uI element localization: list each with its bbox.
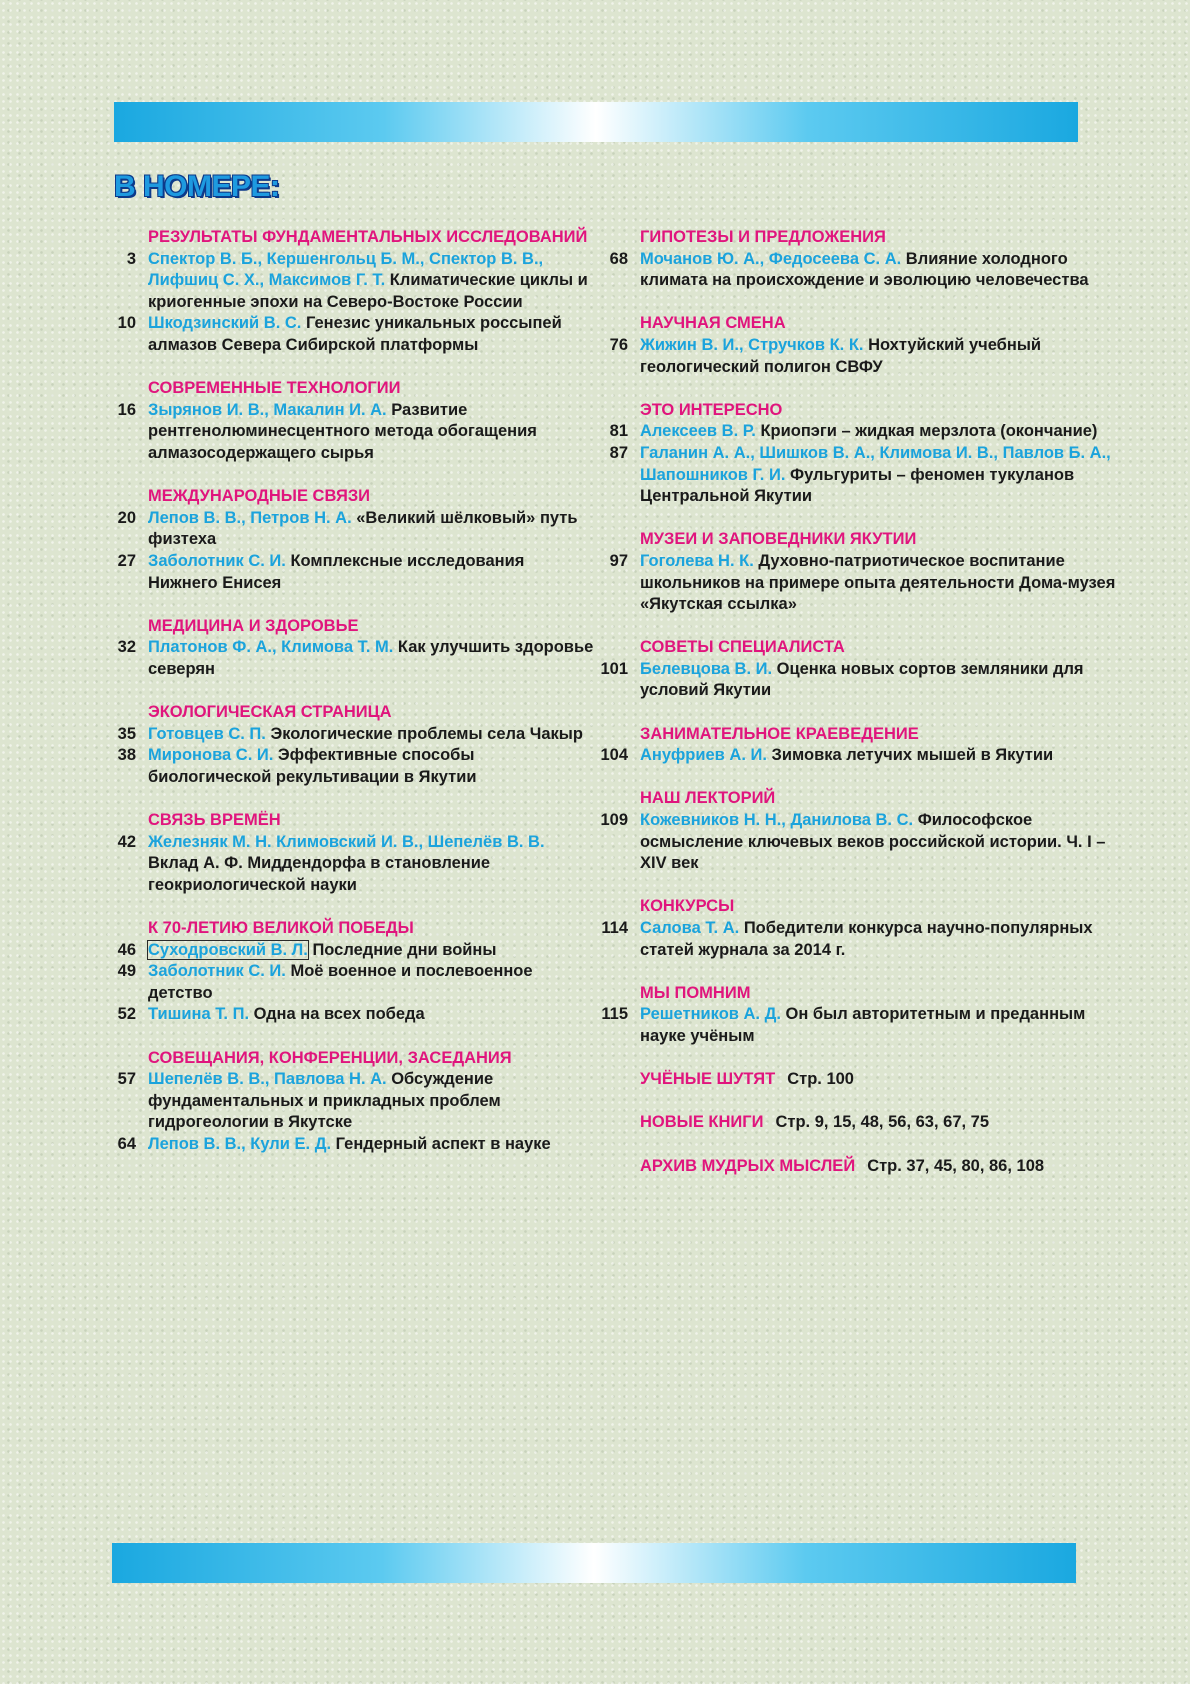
entry-authors[interactable]: Салова Т. А.: [640, 919, 740, 937]
page-number: 101: [600, 659, 628, 678]
entry-authors[interactable]: Шепелёв В. В., Павлова Н. А.: [148, 1070, 387, 1089]
toc-entry[interactable]: [104, 832, 594, 897]
toc-section: [104, 810, 594, 896]
toc-entry[interactable]: [104, 400, 594, 465]
toc-entry[interactable]: [104, 551, 594, 594]
toc-entry[interactable]: [104, 961, 594, 1004]
entry-title: Моё военное и послевоенное детство: [148, 962, 533, 1002]
entry-title: Духовно-патриотическое воспитание школьников на примере опыта деятельности Дома-музея «Якутская ссылка»: [640, 551, 1116, 614]
entry-authors[interactable]: Кожевников Н. Н., Данилова В. С.: [640, 811, 914, 830]
section-title: СОВЕЩАНИЯ, КОНФЕРЕНЦИИ, ЗАСЕДАНИЯ: [148, 1048, 512, 1067]
toc-entry[interactable]: [596, 421, 1116, 443]
entry-authors[interactable]: Шкодзинский В. С.: [148, 314, 302, 333]
section-title: НАУЧНАЯ СМЕНА: [640, 314, 786, 333]
toc-entry[interactable]: [104, 1134, 594, 1156]
entry-title: Как улучшить здоровье северян: [148, 638, 594, 678]
misc-entry[interactable]: [596, 1112, 1116, 1134]
entry-title: Зимовка летучих мышей в Якутии: [771, 746, 1054, 765]
toc-entry[interactable]: [104, 508, 594, 551]
entry-title: Нохтуйский учебный геологический полигон СВФУ: [640, 335, 1042, 376]
section-title: СОВЕТЫ СПЕЦИАЛИСТА: [640, 638, 845, 657]
page-number: 20: [117, 508, 136, 527]
page-number: 35: [117, 724, 136, 743]
entry-title: Климатические циклы и криогенные эпохи на Северо-Востоке России: [148, 271, 588, 311]
entry-title: Фульгуриты – феномен тукуланов Центральной Якутии: [640, 465, 1075, 506]
page-number: 115: [601, 1005, 628, 1024]
entry-authors[interactable]: Алексеев В. Р.: [640, 422, 756, 441]
entry-authors[interactable]: Гоголева Н. К.: [640, 551, 754, 570]
entry-authors[interactable]: Лепов В. В., Петров Н. А.: [148, 508, 352, 527]
section-title: ЭТО ИНТЕРЕСНО: [640, 400, 783, 419]
toc-section: [104, 702, 594, 788]
toc-entry[interactable]: [596, 443, 1116, 508]
contents-right-column: [596, 227, 1116, 1199]
toc-section: [104, 486, 594, 594]
toc-entry[interactable]: [104, 745, 594, 788]
right-sections: [596, 227, 1116, 1048]
toc-entry[interactable]: [104, 1004, 594, 1026]
toc-entry[interactable]: [104, 1069, 594, 1134]
entry-title: Вклад А. Ф. Миддендорфа в становление геокриологической науки: [148, 854, 491, 894]
misc-pages: Стр. 9, 15, 48, 56, 63, 67, 75: [775, 1113, 990, 1132]
toc-entry[interactable]: [596, 745, 1116, 767]
page-number: 114: [601, 919, 628, 937]
entry-authors[interactable]: Ануфриев А. И.: [640, 746, 767, 765]
toc-section: [596, 788, 1116, 874]
entry-title: Криопэги – жидкая мерзлота (окончание): [760, 422, 1098, 441]
toc-entry[interactable]: [104, 940, 594, 962]
page-number: 104: [600, 746, 628, 765]
toc-entry[interactable]: [596, 249, 1116, 292]
page-number: 87: [609, 443, 628, 462]
toc-section: [104, 227, 594, 357]
entry-title: Оценка новых сортов земляники для условий Якутии: [640, 659, 1084, 700]
toc-entry[interactable]: [596, 335, 1116, 378]
entry-title: Генезис уникальных россыпей алмазов Севера Сибирской платформы: [148, 314, 562, 354]
page-number: 16: [117, 400, 136, 419]
entry-authors[interactable]: Белевцова В. И.: [640, 659, 773, 678]
misc-pages: Стр. 100: [787, 1070, 854, 1089]
section-title: МУЗЕИ И ЗАПОВЕДНИКИ ЯКУТИИ: [640, 530, 917, 549]
entry-title: Влияние холодного климата на происхождение и эволюцию человечества: [640, 249, 1089, 290]
entry-authors[interactable]: Готовцев С. П.: [148, 724, 266, 743]
toc-section: [596, 724, 1116, 767]
toc-entry[interactable]: [104, 637, 594, 680]
toc-section: [596, 637, 1116, 702]
toc-entry[interactable]: [104, 249, 594, 314]
page-number: 42: [117, 832, 136, 851]
toc-entry[interactable]: [596, 1004, 1116, 1047]
toc-section: [104, 1048, 594, 1156]
toc-section: [596, 529, 1116, 615]
toc-entry[interactable]: [596, 659, 1116, 702]
misc-entry[interactable]: [596, 1156, 1116, 1178]
top-decorative-band: [114, 102, 1078, 142]
page-number: 68: [609, 249, 628, 268]
section-title: ГИПОТЕЗЫ И ПРЕДЛОЖЕНИЯ: [640, 228, 886, 246]
page-number: 32: [117, 638, 136, 657]
misc-entry[interactable]: [596, 1069, 1116, 1091]
section-title: МЫ ПОМНИМ: [640, 983, 751, 1002]
entry-title: Эффективные способы биологической рекультивации в Якутии: [148, 746, 477, 786]
toc-section: [104, 378, 594, 464]
entry-authors[interactable]: Спектор В. Б., Кершенгольц Б. М., Спектор В. В., Лифшиц С. Х., Максимов Г. Т.: [148, 249, 544, 290]
section-title: СОВРЕМЕННЫЕ ТЕХНОЛОГИИ: [148, 379, 401, 398]
entry-authors[interactable]: Лепов В. В., Кули Е. Д.: [148, 1134, 332, 1153]
page-number: 46: [117, 940, 136, 959]
entry-authors[interactable]: Заболотник С. И.: [148, 551, 286, 570]
entry-authors[interactable]: Железняк М. Н. Климовский И. В., Шепелёв В. В.: [148, 832, 545, 851]
entry-title: Победители конкурса научно-популярных статей журнала за 2014 г.: [640, 919, 1093, 959]
toc-section: [104, 918, 594, 1026]
misc-pages: Стр. 37, 45, 80, 86, 108: [867, 1156, 1045, 1175]
toc-section: [104, 616, 594, 681]
entry-title: Развитие рентгенолюминесцентного метода обогащения алмазосодержащего сырья: [148, 400, 537, 462]
entry-authors[interactable]: Зырянов И. В., Макалин И. А.: [148, 400, 387, 419]
page-number: 76: [609, 335, 628, 354]
contents-left-column: [104, 227, 594, 1177]
page-number: 97: [609, 551, 628, 570]
section-title: НАШ ЛЕКТОРИЙ: [640, 789, 776, 808]
toc-entry[interactable]: [104, 724, 594, 746]
misc-title: НОВЫЕ КНИГИ: [640, 1113, 764, 1132]
entry-authors[interactable]: Заболотник С. И.: [148, 962, 286, 981]
page-title: В НОМЕРЕ:: [114, 170, 280, 203]
entry-title: Последние дни войны: [312, 940, 497, 959]
section-title: КОНКУРСЫ: [640, 897, 735, 916]
entry-title: Он был авторитетным и преданным науке учёным: [640, 1005, 1086, 1045]
misc-title: УЧЁНЫЕ ШУТЯТ: [640, 1070, 776, 1089]
entry-title: Комплексные исследования Нижнего Енисея: [148, 551, 525, 592]
entry-authors[interactable]: Тишина Т. П.: [148, 1005, 250, 1024]
entry-title: Одна на всех победа: [253, 1005, 425, 1024]
entry-title: «Великий шёлковый» путь физтеха: [148, 508, 578, 549]
page-number: 109: [600, 811, 628, 830]
toc-section: [596, 227, 1116, 292]
entry-title: Философское осмысление ключевых веков российской истории. Ч. I – XIV век: [640, 811, 1106, 873]
entry-title: Экологические проблемы села Чакыр: [270, 724, 583, 743]
section-title: РЕЗУЛЬТАТЫ ФУНДАМЕНТАЛЬНЫХ ИССЛЕДОВАНИЙ: [148, 228, 588, 246]
section-title: МЕДИЦИНА И ЗДОРОВЬЕ: [148, 616, 359, 635]
entry-authors[interactable]: Галанин А. А., Шишков В. А., Климова И. В., Павлов Б. А., Шапошников Г. И.: [640, 443, 1111, 484]
toc-section: [596, 983, 1116, 1048]
toc-entry[interactable]: [104, 313, 594, 356]
page-number: 64: [117, 1134, 136, 1153]
entry-authors[interactable]: Суходровский В. Л.: [148, 940, 308, 959]
section-title: ЭКОЛОГИЧЕСКАЯ СТРАНИЦА: [148, 703, 392, 722]
page-number: 3: [126, 249, 136, 268]
misc-title: АРХИВ МУДРЫХ МЫСЛЕЙ: [640, 1156, 856, 1175]
page-number: 52: [117, 1005, 136, 1024]
toc-section: [596, 313, 1116, 378]
section-title: СВЯЗЬ ВРЕМЁН: [148, 811, 281, 830]
page-number: 27: [117, 551, 136, 570]
section-title: ЗАНИМАТЕЛЬНОЕ КРАЕВЕДЕНИЕ: [640, 724, 919, 743]
entry-authors[interactable]: Жижин В. И., Стручков К. К.: [640, 335, 864, 354]
section-title: МЕЖДУНАРОДНЫЕ СВЯЗИ: [148, 487, 371, 506]
toc-entry[interactable]: [596, 918, 1116, 961]
misc-sections: [596, 1069, 1116, 1177]
page-number: 38: [117, 746, 136, 765]
entry-authors[interactable]: Решетников А. Д.: [640, 1005, 781, 1024]
page-number: 57: [117, 1070, 136, 1089]
page-number: 49: [117, 962, 136, 981]
entry-title: Обсуждение фундаментальных и прикладных проблем гидрогеологии в Якутске: [148, 1070, 501, 1132]
entry-authors[interactable]: Платонов Ф. А., Климова Т. М.: [148, 638, 394, 657]
entry-title: Гендерный аспект в науке: [335, 1134, 551, 1153]
bottom-decorative-band: [112, 1543, 1076, 1583]
toc-entry[interactable]: [596, 810, 1116, 875]
toc-entry[interactable]: [596, 551, 1116, 616]
section-title: К 70-ЛЕТИЮ ВЕЛИКОЙ ПОБЕДЫ: [148, 919, 414, 937]
toc-section: [596, 896, 1116, 961]
entry-authors[interactable]: Мочанов Ю. А., Федосеева С. А.: [640, 249, 902, 268]
page-number: 81: [609, 422, 628, 441]
page-number: 10: [117, 314, 136, 333]
entry-authors[interactable]: Миронова С. И.: [148, 746, 274, 765]
toc-section: [596, 400, 1116, 508]
